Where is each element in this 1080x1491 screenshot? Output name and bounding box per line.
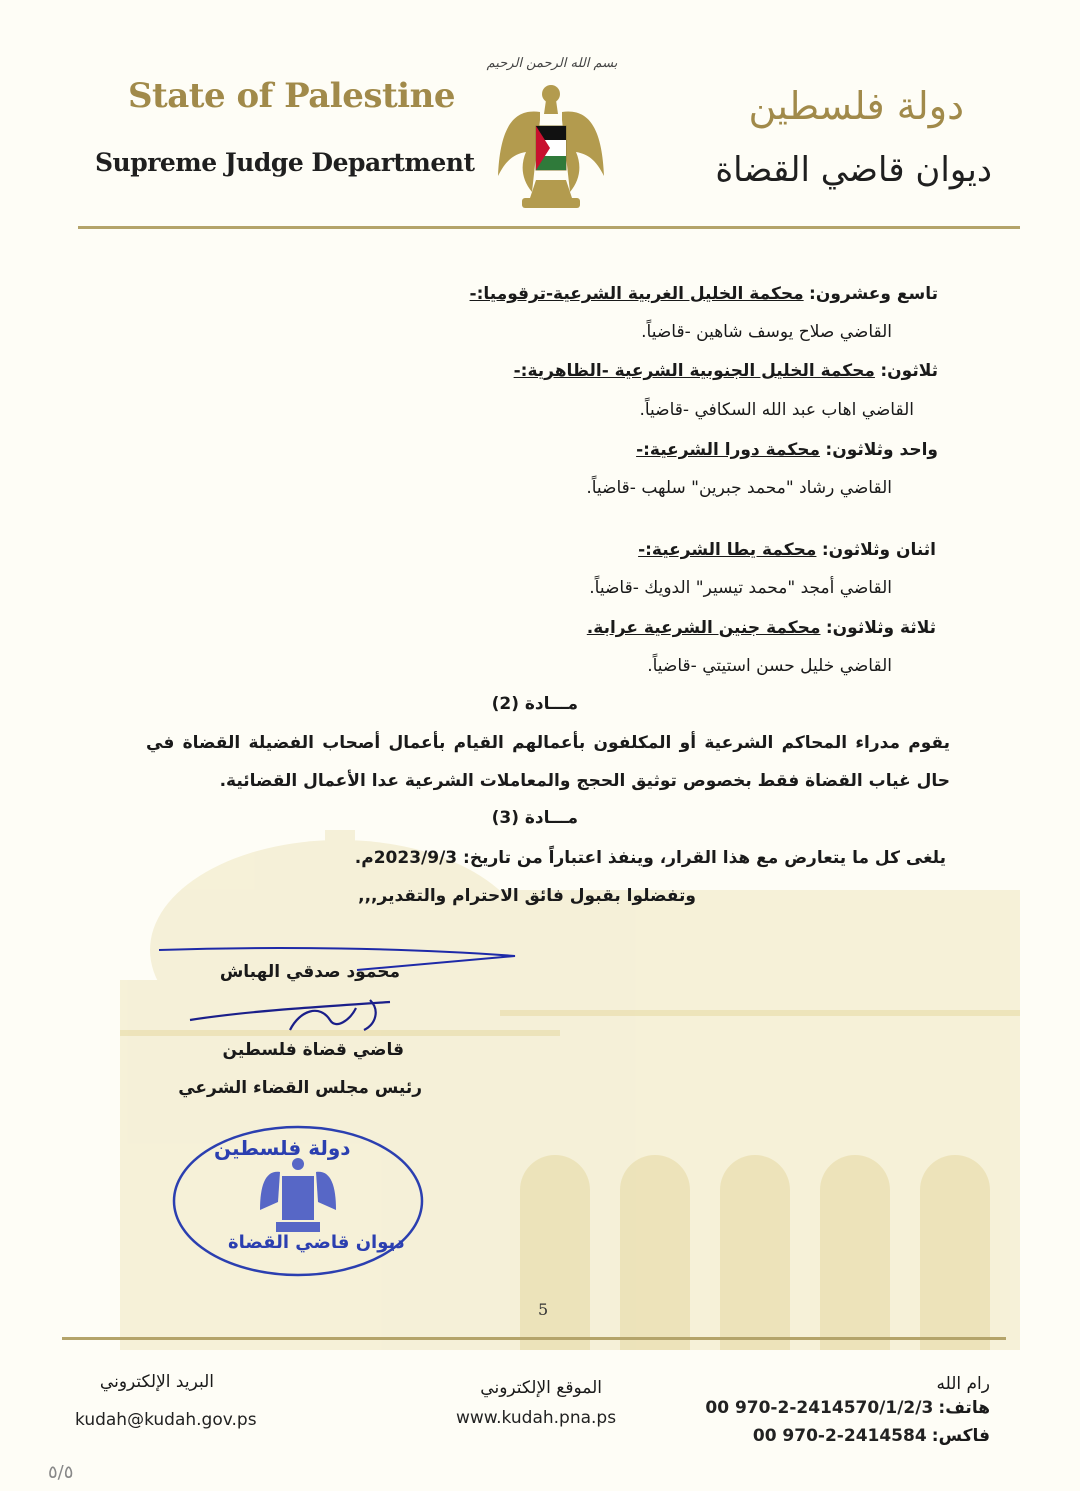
court-entry	[638, 540, 936, 560]
court-ordinal: تاسع وعشرون:	[809, 284, 938, 304]
signatory-role: رئيس مجلس القضاء الشرعي	[178, 1078, 422, 1098]
court-entry	[514, 361, 938, 381]
judge-line: القاضي أمجد "محمد تيسير" الدويك -قاضياً.	[589, 578, 892, 598]
signatory-name: محمود صدقي الهباش	[219, 962, 400, 982]
basmala: بسم الله الرحمن الرحيم	[486, 56, 618, 71]
header-arabic-subtitle: ديوان قاضي القضاة	[715, 150, 992, 190]
closing-line: وتفضلوا بقبول فائق الاحترام والتقدير,,,	[358, 886, 696, 906]
article-2-text: يقوم مدراء المحاكم الشرعية أو المكلفون بأعمالهم القيام بأعمال أصحاب الفضيلة القضاة في حال غياب القضاة فقط بخصوص توثيق الحجج والمعاملات الشرعية عدا الأعمال القضائية.	[146, 733, 950, 791]
court-ordinal: واحد وثلاثون:	[825, 440, 938, 460]
footer-web-label: الموقع الإلكتروني	[480, 1378, 602, 1398]
court-ordinal: اثنان وثلاثون:	[821, 540, 936, 560]
footer-phone-row	[705, 1398, 990, 1418]
judge-line: القاضي خليل حسن استيتي -قاضياً.	[647, 656, 892, 676]
court-name: محكمة الخليل الغربية الشرعية-ترقوميا:-	[469, 284, 804, 304]
handwritten-signature-icon	[180, 990, 410, 1040]
header-english-title: State of Palestine	[128, 76, 455, 116]
footer-phone-label: هاتف:	[938, 1398, 990, 1418]
stamp-bottom-text: ديوان قاضي القضاة	[228, 1232, 405, 1253]
footer-fax-row	[753, 1426, 990, 1446]
header-divider	[78, 226, 1020, 229]
court-ordinal: ثلاثة وثلاثون:	[825, 618, 936, 638]
footer-email[interactable]: kudah@kudah.gov.ps	[75, 1410, 257, 1430]
article-3-text: يلغى كل ما يتعارض مع هذا القرار، وينفذ اعتباراً من تاريخ: 2023/9/3م.	[354, 848, 946, 868]
footer-email-label: البريد الإلكتروني	[99, 1372, 214, 1392]
court-ordinal: ثلاثون:	[880, 361, 938, 381]
judge-line: القاضي رشاد "محمد جبرين" سلهب -قاضياً.	[586, 478, 892, 498]
footer-fax-label: فاكس:	[931, 1426, 990, 1446]
court-entry	[587, 618, 936, 638]
footer-fax: 00 970-2-2414584	[752, 1426, 927, 1446]
court-entry	[636, 440, 938, 460]
court-name: محكمة دورا الشرعية:-	[636, 440, 820, 460]
court-name: محكمة الخليل الجنوبية الشرعية -الظاهرية:-	[513, 361, 875, 381]
article-2-heading: مـــادة (2)	[491, 694, 578, 714]
article-3-heading: مـــادة (3)	[491, 808, 578, 828]
header-english-subtitle: Supreme Judge Department	[95, 148, 475, 177]
court-entry	[470, 284, 938, 304]
signatory-title: قاضي قضاة فلسطين	[222, 1040, 404, 1060]
footer-phone: 00 970-2-2414570/1/2/3	[705, 1398, 934, 1418]
palestine-eagle-emblem-icon	[492, 80, 610, 212]
judge-line: القاضي اهاب عبد الله السكافي -قاضياً.	[639, 400, 914, 420]
page-corner-mark: ٥/٥	[48, 1462, 74, 1483]
page-number: 5	[538, 1300, 549, 1319]
court-name: محكمة جنين الشرعية عرابة.	[586, 618, 821, 638]
header-arabic-title: دولة فلسطين	[748, 84, 964, 128]
footer-website[interactable]: www.kudah.pna.ps	[456, 1408, 617, 1428]
footer-divider	[62, 1337, 1006, 1340]
court-name: محكمة يطا الشرعية:-	[638, 540, 817, 560]
judge-line: القاضي صلاح يوسف شاهين -قاضياً.	[641, 322, 892, 342]
stamp-top-text: دولة فلسطين	[214, 1136, 351, 1160]
footer-city: رام الله	[936, 1374, 990, 1394]
